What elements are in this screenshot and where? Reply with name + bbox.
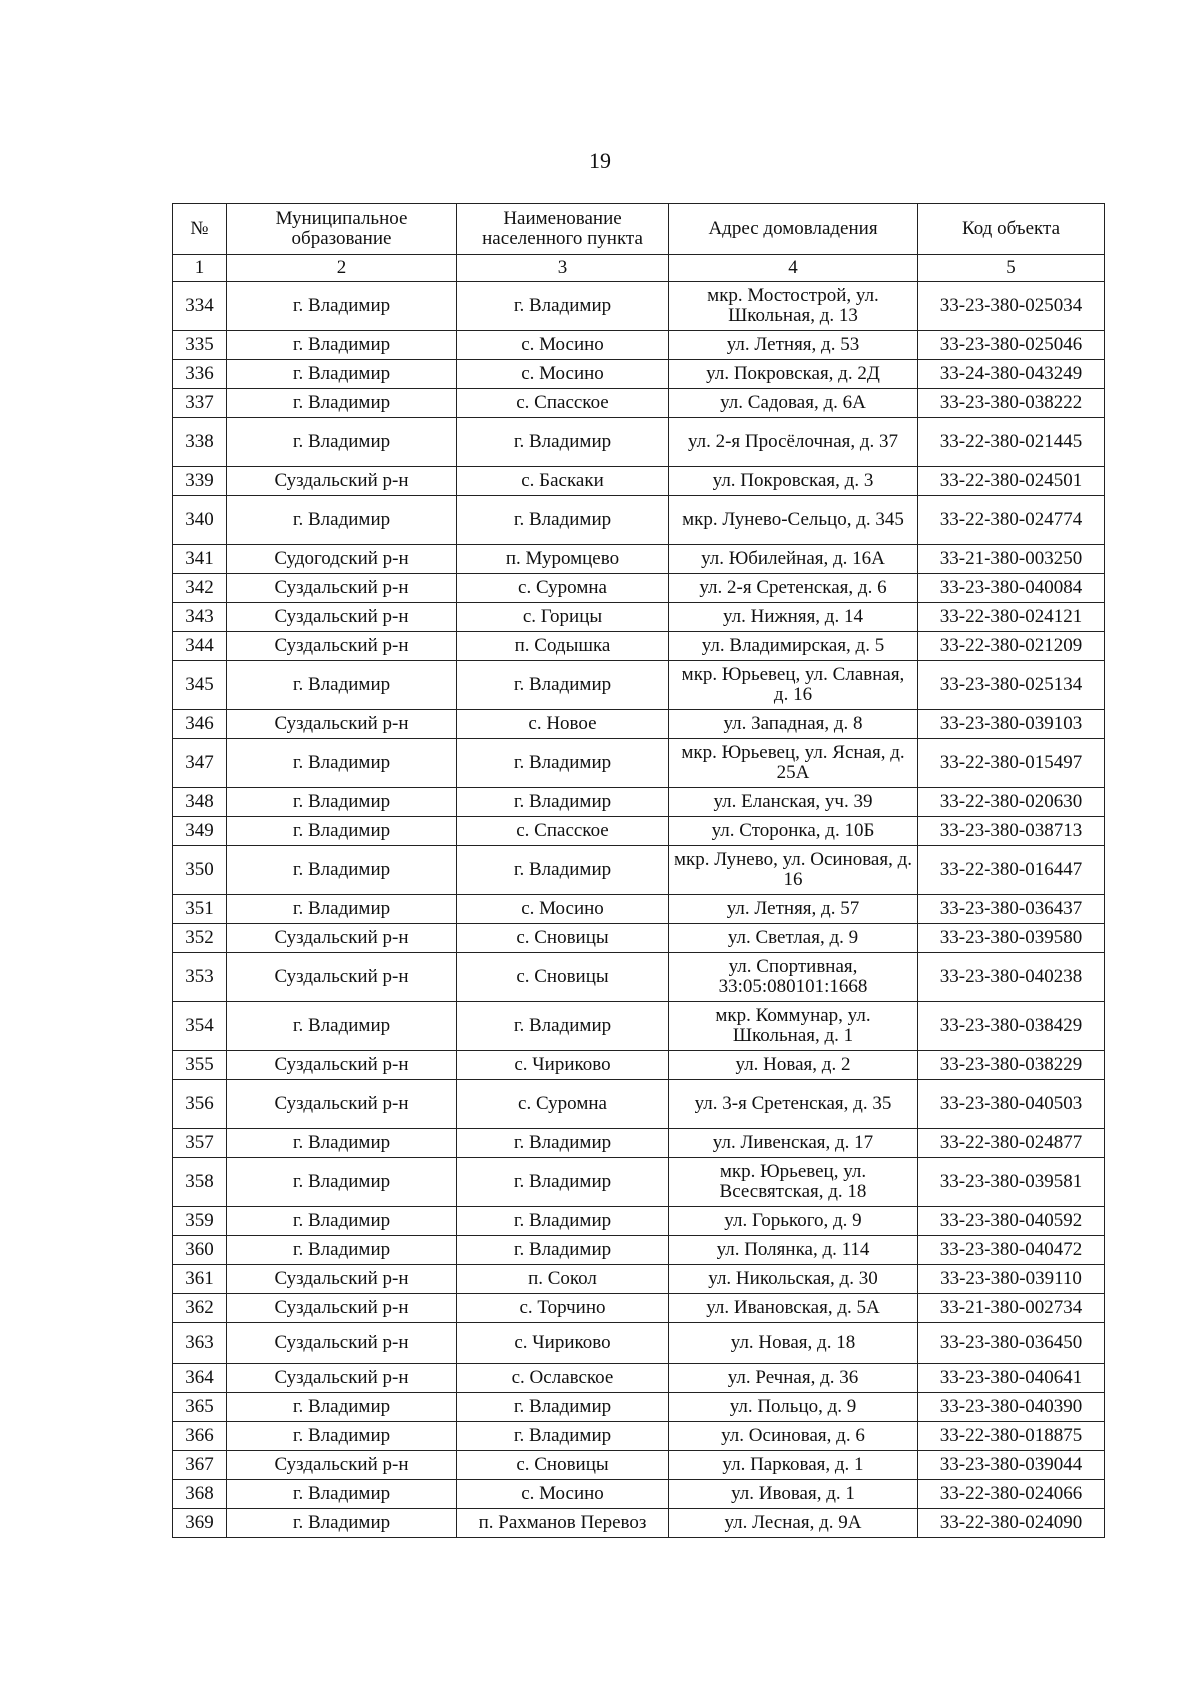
row-number: 351 [173,895,227,924]
table-row [173,1294,1105,1323]
header-number: № [173,204,227,255]
table-row [173,1422,1105,1451]
row-object-code: 33-23-380-039580 [918,924,1105,953]
row-municipality: Суздальский р-н [227,710,457,739]
row-object-code: 33-23-380-040641 [918,1364,1105,1393]
row-settlement: с. Чириково [457,1323,669,1364]
row-municipality: г. Владимир [227,1393,457,1422]
row-settlement: г. Владимир [457,739,669,788]
row-number: 341 [173,545,227,574]
row-municipality: Суздальский р-н [227,1364,457,1393]
table-row [173,1480,1105,1509]
row-municipality: г. Владимир [227,846,457,895]
row-settlement: п. Сокол [457,1265,669,1294]
table-row [173,1002,1105,1051]
row-object-code: 33-22-380-024121 [918,603,1105,632]
row-settlement: г. Владимир [457,496,669,545]
row-number: 356 [173,1080,227,1129]
row-object-code: 33-22-380-016447 [918,846,1105,895]
row-number: 361 [173,1265,227,1294]
row-number: 343 [173,603,227,632]
table-row [173,603,1105,632]
row-municipality: Суздальский р-н [227,953,457,1002]
row-address: ул. Светлая, д. 9 [669,924,918,953]
row-object-code: 33-23-380-038713 [918,817,1105,846]
row-municipality: Судогодский р-н [227,545,457,574]
table-row [173,661,1105,710]
row-number: 359 [173,1207,227,1236]
row-object-code: 33-23-380-040592 [918,1207,1105,1236]
table-row [173,418,1105,467]
row-settlement: с. Сновицы [457,924,669,953]
row-object-code: 33-21-380-002734 [918,1294,1105,1323]
row-number: 339 [173,467,227,496]
row-municipality: г. Владимир [227,817,457,846]
header-address: Адрес домовладения [669,204,918,255]
row-number: 342 [173,574,227,603]
column-number: 5 [918,255,1105,282]
row-object-code: 33-23-380-040503 [918,1080,1105,1129]
row-address: ул. 2-я Сретенская, д. 6 [669,574,918,603]
row-object-code: 33-22-380-021445 [918,418,1105,467]
row-object-code: 33-23-380-039110 [918,1265,1105,1294]
row-municipality: г. Владимир [227,1422,457,1451]
row-settlement: п. Содышка [457,632,669,661]
row-object-code: 33-23-380-039044 [918,1451,1105,1480]
row-object-code: 33-23-380-025046 [918,331,1105,360]
table-row [173,496,1105,545]
row-municipality: Суздальский р-н [227,1294,457,1323]
row-settlement: с. Суромна [457,574,669,603]
row-address: ул. Горького, д. 9 [669,1207,918,1236]
property-registry-table [172,203,1105,1538]
row-address: мкр. Лунево-Сельцо, д. 345 [669,496,918,545]
row-settlement: с. Ославское [457,1364,669,1393]
table-row [173,282,1105,331]
row-address: ул. Еланская, уч. 39 [669,788,918,817]
row-address: ул. 3-я Сретенская, д. 35 [669,1080,918,1129]
row-settlement: с. Спасское [457,389,669,418]
row-municipality: г. Владимир [227,661,457,710]
table-row [173,574,1105,603]
row-municipality: г. Владимир [227,788,457,817]
header-object-code: Код объекта [918,204,1105,255]
row-object-code: 33-24-380-043249 [918,360,1105,389]
column-number-row [173,255,1105,282]
row-settlement: с. Баскаки [457,467,669,496]
table-row [173,331,1105,360]
row-address: ул. Покровская, д. 3 [669,467,918,496]
row-municipality: Суздальский р-н [227,603,457,632]
row-municipality: г. Владимир [227,331,457,360]
row-settlement: г. Владимир [457,1236,669,1265]
row-settlement: с. Сновицы [457,1451,669,1480]
row-settlement: г. Владимир [457,282,669,331]
row-object-code: 33-23-380-040390 [918,1393,1105,1422]
header-municipality: Муниципальное образование [227,204,457,255]
row-settlement: г. Владимир [457,418,669,467]
row-object-code: 33-23-380-038229 [918,1051,1105,1080]
row-settlement: с. Новое [457,710,669,739]
row-municipality: г. Владимир [227,496,457,545]
row-municipality: Суздальский р-н [227,574,457,603]
row-address: ул. Владимирская, д. 5 [669,632,918,661]
table-row [173,360,1105,389]
row-number: 369 [173,1509,227,1538]
row-address: ул. Нижняя, д. 14 [669,603,918,632]
row-settlement: с. Спасское [457,817,669,846]
row-address: ул. Западная, д. 8 [669,710,918,739]
row-municipality: г. Владимир [227,1509,457,1538]
table-row [173,1051,1105,1080]
row-object-code: 33-22-380-015497 [918,739,1105,788]
row-number: 365 [173,1393,227,1422]
row-address: ул. Садовая, д. 6А [669,389,918,418]
header-settlement: Наименование населенного пункта [457,204,669,255]
table-row [173,1158,1105,1207]
row-settlement: с. Мосино [457,360,669,389]
row-number: 349 [173,817,227,846]
row-number: 346 [173,710,227,739]
table-row [173,1236,1105,1265]
row-municipality: Суздальский р-н [227,1265,457,1294]
row-object-code: 33-23-380-025134 [918,661,1105,710]
row-number: 364 [173,1364,227,1393]
row-municipality: г. Владимир [227,282,457,331]
table-row [173,1323,1105,1364]
row-address: ул. Польцо, д. 9 [669,1393,918,1422]
row-address: ул. Юбилейная, д. 16А [669,545,918,574]
row-number: 336 [173,360,227,389]
row-municipality: Суздальский р-н [227,632,457,661]
row-municipality: г. Владимир [227,1207,457,1236]
row-address: мкр. Юрьевец, ул. Славная, д. 16 [669,661,918,710]
row-municipality: г. Владимир [227,739,457,788]
row-settlement: с. Мосино [457,1480,669,1509]
row-address: ул. Покровская, д. 2Д [669,360,918,389]
row-address: ул. 2-я Просёлочная, д. 37 [669,418,918,467]
row-number: 366 [173,1422,227,1451]
row-municipality: Суздальский р-н [227,467,457,496]
table-row [173,846,1105,895]
row-settlement: п. Муромцево [457,545,669,574]
row-number: 367 [173,1451,227,1480]
table-row [173,545,1105,574]
row-settlement: с. Суромна [457,1080,669,1129]
row-municipality: г. Владимир [227,360,457,389]
table-header-row [173,204,1105,255]
row-settlement: г. Владимир [457,788,669,817]
table-row [173,817,1105,846]
row-settlement: г. Владимир [457,1002,669,1051]
row-address: ул. Лесная, д. 9А [669,1509,918,1538]
row-number: 354 [173,1002,227,1051]
row-object-code: 33-23-380-039581 [918,1158,1105,1207]
row-object-code: 33-23-380-036450 [918,1323,1105,1364]
row-object-code: 33-22-380-024774 [918,496,1105,545]
row-number: 353 [173,953,227,1002]
row-object-code: 33-23-380-038429 [918,1002,1105,1051]
row-address: ул. Летняя, д. 53 [669,331,918,360]
table-row [173,1129,1105,1158]
row-number: 338 [173,418,227,467]
row-municipality: г. Владимир [227,389,457,418]
row-address: ул. Сторонка, д. 10Б [669,817,918,846]
table-row [173,467,1105,496]
row-object-code: 33-23-380-038222 [918,389,1105,418]
table-row [173,1451,1105,1480]
row-settlement: г. Владимир [457,1422,669,1451]
row-municipality: г. Владимир [227,1158,457,1207]
row-number: 345 [173,661,227,710]
row-address: мкр. Коммунар, ул. Школьная, д. 1 [669,1002,918,1051]
table-body [173,282,1105,1538]
table-row [173,710,1105,739]
row-number: 347 [173,739,227,788]
row-address: ул. Никольская, д. 30 [669,1265,918,1294]
row-number: 334 [173,282,227,331]
row-address: мкр. Мостострой, ул. Школьная, д. 13 [669,282,918,331]
row-settlement: п. Рахманов Перевоз [457,1509,669,1538]
row-address: ул. Новая, д. 18 [669,1323,918,1364]
row-municipality: Суздальский р-н [227,1323,457,1364]
row-number: 344 [173,632,227,661]
row-object-code: 33-22-380-020630 [918,788,1105,817]
row-object-code: 33-22-380-024501 [918,467,1105,496]
row-municipality: Суздальский р-н [227,1080,457,1129]
table-row [173,1207,1105,1236]
row-municipality: г. Владимир [227,1002,457,1051]
table-row [173,1364,1105,1393]
row-municipality: г. Владимир [227,1480,457,1509]
column-number: 4 [669,255,918,282]
row-number: 337 [173,389,227,418]
row-object-code: 33-23-380-040472 [918,1236,1105,1265]
row-municipality: г. Владимир [227,1236,457,1265]
row-number: 360 [173,1236,227,1265]
row-address: ул. Полянка, д. 114 [669,1236,918,1265]
row-object-code: 33-23-380-039103 [918,710,1105,739]
table-row [173,1393,1105,1422]
table-row [173,1265,1105,1294]
page-number: 19 [589,148,611,173]
row-address: мкр. Юрьевец, ул. Всесвятская, д. 18 [669,1158,918,1207]
row-number: 350 [173,846,227,895]
row-settlement: с. Горицы [457,603,669,632]
row-address: ул. Спортивная, 33:05:080101:1668 [669,953,918,1002]
row-address: мкр. Юрьевец, ул. Ясная, д. 25А [669,739,918,788]
row-municipality: Суздальский р-н [227,1051,457,1080]
row-object-code: 33-22-380-018875 [918,1422,1105,1451]
row-number: 352 [173,924,227,953]
row-settlement: г. Владимир [457,661,669,710]
row-object-code: 33-22-380-021209 [918,632,1105,661]
row-address: ул. Парковая, д. 1 [669,1451,918,1480]
row-number: 348 [173,788,227,817]
row-number: 368 [173,1480,227,1509]
row-object-code: 33-22-380-024066 [918,1480,1105,1509]
row-object-code: 33-21-380-003250 [918,545,1105,574]
row-settlement: г. Владимир [457,1158,669,1207]
column-number: 2 [227,255,457,282]
row-object-code: 33-22-380-024877 [918,1129,1105,1158]
row-object-code: 33-22-380-024090 [918,1509,1105,1538]
table-row [173,788,1105,817]
table-row [173,1509,1105,1538]
table-row [173,924,1105,953]
row-object-code: 33-23-380-025034 [918,282,1105,331]
row-settlement: г. Владимир [457,1207,669,1236]
column-number: 1 [173,255,227,282]
table-row [173,739,1105,788]
row-address: ул. Ивановская, д. 5А [669,1294,918,1323]
column-number: 3 [457,255,669,282]
row-municipality: г. Владимир [227,418,457,467]
row-settlement: с. Мосино [457,331,669,360]
row-settlement: г. Владимир [457,1129,669,1158]
row-address: мкр. Лунево, ул. Осиновая, д. 16 [669,846,918,895]
row-object-code: 33-23-380-036437 [918,895,1105,924]
row-municipality: Суздальский р-н [227,924,457,953]
row-object-code: 33-23-380-040238 [918,953,1105,1002]
table-row [173,895,1105,924]
row-number: 357 [173,1129,227,1158]
row-number: 335 [173,331,227,360]
row-settlement: с. Торчино [457,1294,669,1323]
row-settlement: с. Сновицы [457,953,669,1002]
row-object-code: 33-23-380-040084 [918,574,1105,603]
row-settlement: с. Мосино [457,895,669,924]
row-municipality: г. Владимир [227,1129,457,1158]
row-municipality: г. Владимир [227,895,457,924]
row-settlement: с. Чириково [457,1051,669,1080]
row-address: ул. Осиновая, д. 6 [669,1422,918,1451]
row-settlement: г. Владимир [457,846,669,895]
row-address: ул. Ивовая, д. 1 [669,1480,918,1509]
row-number: 340 [173,496,227,545]
row-address: ул. Речная, д. 36 [669,1364,918,1393]
row-settlement: г. Владимир [457,1393,669,1422]
row-municipality: Суздальский р-н [227,1451,457,1480]
table-row [173,953,1105,1002]
row-number: 362 [173,1294,227,1323]
table-row [173,389,1105,418]
row-number: 355 [173,1051,227,1080]
table-row [173,1080,1105,1129]
row-address: ул. Ливенская, д. 17 [669,1129,918,1158]
table-row [173,632,1105,661]
row-address: ул. Новая, д. 2 [669,1051,918,1080]
row-address: ул. Летняя, д. 57 [669,895,918,924]
row-number: 358 [173,1158,227,1207]
row-number: 363 [173,1323,227,1364]
